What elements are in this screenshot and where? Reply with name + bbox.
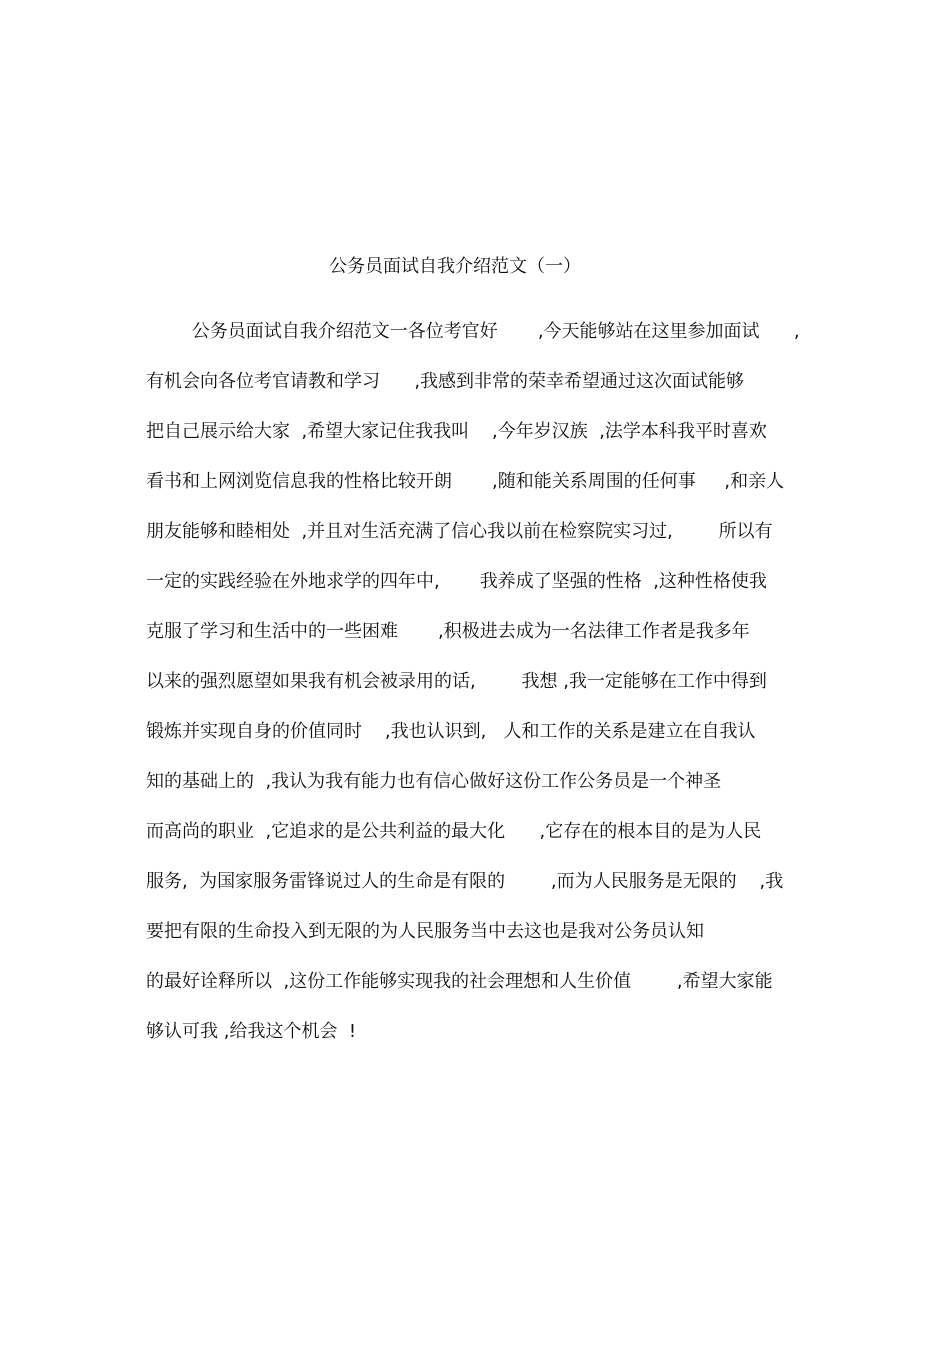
body-line-4: 看书和上网浏览信息我的性格比较开朗 ,随和能关系周围的任何事 ,和亲人 xyxy=(146,471,785,492)
body-line-14: 的最好诠释所以 ,这份工作能够实现我的社会理想和人生价值 ,希望大家能 xyxy=(146,971,773,992)
document-title: 公务员面试自我介绍范文（一） xyxy=(329,256,581,277)
body-line-13: 要把有限的生命投入到无限的为人民服务当中去这也是我对公务员认知 xyxy=(146,921,704,942)
body-line-15: 够认可我 ,给我这个机会 ! xyxy=(146,1021,357,1042)
body-line-12: 服务, 为国家服务雷锋说过人的生命是有限的 ,而为人民服务是无限的 ,我 xyxy=(146,871,784,892)
body-line-11: 而高尚的职业 ,它追求的是公共利益的最大化 ,它存在的根本目的是为人民 xyxy=(146,821,762,842)
body-line-6: 一定的实践经验在外地求学的四年中, 我养成了坚强的性格 ,这种性格使我 xyxy=(146,571,767,592)
body-line-8: 以来的强烈愿望如果我有机会被录用的话, 我想 ,我一定能够在工作中得到 xyxy=(146,671,767,692)
body-line-1: 公务员面试自我介绍范文一各位考官好 ,今天能够站在这里参加面试 , xyxy=(146,321,800,342)
body-line-5: 朋友能够和睦相处 ,并且对生活充满了信心我以前在检察院实习过, 所以有 xyxy=(146,521,773,542)
body-line-7: 克服了学习和生活中的一些困难 ,积极进去成为一名法律工作者是我多年 xyxy=(146,621,750,642)
body-line-9: 锻炼并实现自身的价值同时 ,我也认识到, 人和工作的关系是建立在自我认 xyxy=(146,721,756,742)
body-line-2: 有机会向各位考官请教和学习 ,我感到非常的荣幸希望通过这次面试能够 xyxy=(146,371,745,392)
body-line-3: 把自己展示给大家 ,希望大家记住我我叫 ,今年岁汉族 ,法学本科我平时喜欢 xyxy=(146,421,767,442)
body-line-10: 知的基础上的 ,我认为我有能力也有信心做好这份工作公务员是一个神圣 xyxy=(146,771,722,792)
